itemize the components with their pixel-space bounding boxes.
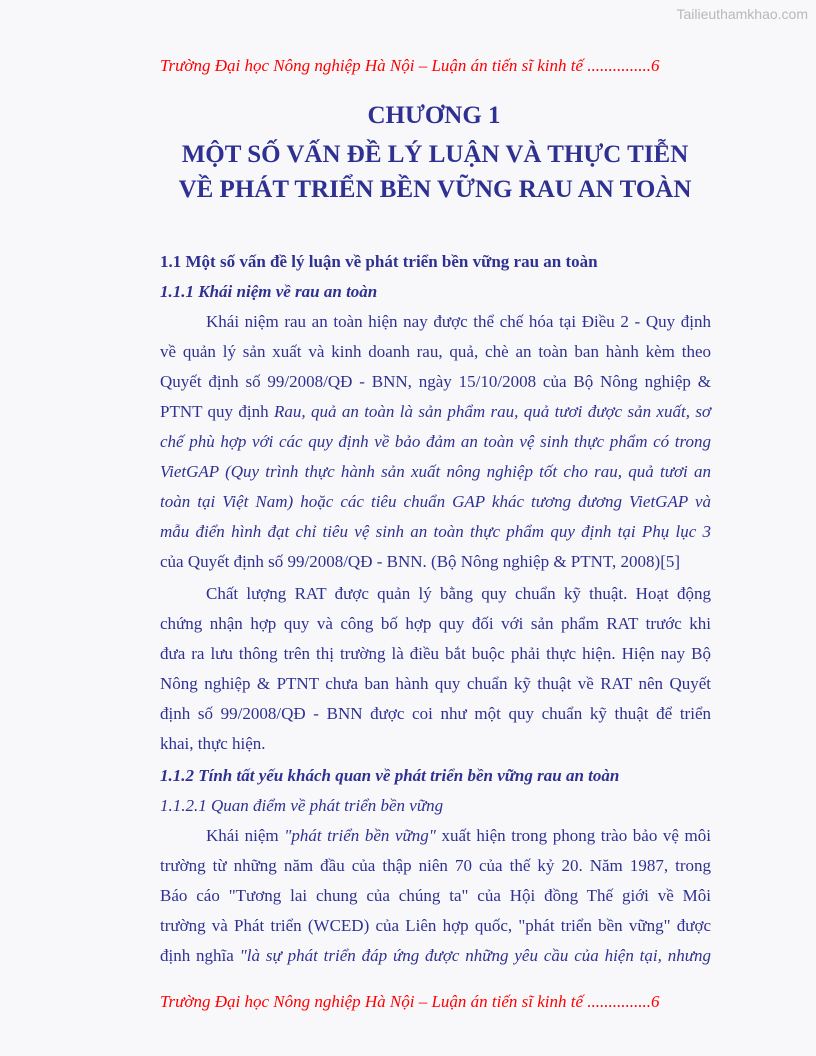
paragraph-line bbox=[160, 703, 711, 725]
paragraph-line bbox=[160, 885, 711, 907]
paragraph-last-line bbox=[160, 733, 711, 755]
text: 1.1.2 Tính tất yếu khách quan về phát triển bền vững rau an toàn bbox=[160, 766, 620, 785]
chapter-title-line2: VỀ PHÁT TRIỂN BỀN VỮNG RAU AN TOÀN bbox=[178, 176, 692, 203]
paragraph-line bbox=[160, 855, 711, 877]
text: Nông nghiệp & PTNT chưa ban hành quy chuẩn kỹ thuật về RAT nên Quyết bbox=[160, 674, 711, 693]
paragraph-last-line bbox=[160, 551, 711, 573]
text: Khái niệm rau an toàn hiện nay được thể chế hóa tại Điều 2 - Quy định bbox=[206, 312, 711, 331]
paragraph-first-line bbox=[206, 583, 711, 605]
subsection-heading bbox=[160, 765, 711, 787]
chapter-number: CHƯƠNG 1 bbox=[367, 102, 501, 129]
paragraph-line bbox=[160, 431, 711, 453]
subsubsection-heading bbox=[160, 795, 711, 817]
paragraph-line bbox=[160, 461, 711, 483]
text: 1.1 Một số vấn đề lý luận về phát triển bền vững rau an toàn bbox=[160, 252, 598, 271]
subsection-heading bbox=[160, 281, 711, 303]
text: trường từ những năm đầu của thập niên 70 của thế kỷ 20. Năm 1987, trong bbox=[160, 856, 711, 875]
italic-text: "là sự phát triển đáp ứng được những yêu cầu của hiện tại, nhưng bbox=[239, 946, 711, 965]
paragraph-line bbox=[160, 673, 711, 695]
paragraph-line bbox=[160, 643, 711, 665]
section-heading bbox=[160, 251, 711, 273]
watermark: Tailieuthamkhao.com bbox=[676, 6, 808, 22]
paragraph-line bbox=[160, 371, 711, 393]
text: trường và Phát triển (WCED) của Liên hợp quốc, "phát triển bền vững" được bbox=[160, 916, 711, 935]
text: Báo cáo "Tương lai chung của chúng ta" của Hội đồng Thế giới về Môi bbox=[160, 886, 711, 905]
text: 1.1.1 Khái niệm về rau an toàn bbox=[160, 282, 378, 301]
italic-text: toàn tại Việt Nam) hoặc các tiêu chuẩn GAP khác tương đương VietGAP và bbox=[160, 492, 711, 511]
paragraph-line bbox=[160, 613, 711, 635]
text: khai, thực hiện. bbox=[160, 734, 266, 753]
paragraph-line bbox=[160, 915, 711, 937]
paragraph-line bbox=[160, 401, 711, 423]
text: về quản lý sản xuất và kinh doanh rau, quả, chè an toàn ban hành kèm theo bbox=[160, 342, 711, 361]
text: xuất hiện trong phong trào bảo vệ môi bbox=[435, 826, 711, 845]
text: Chất lượng RAT được quản lý bằng quy chuẩn kỹ thuật. Hoạt động bbox=[206, 584, 711, 603]
paragraph-line bbox=[160, 491, 711, 513]
text: Quyết định số 99/2008/QĐ - BNN, ngày 15/10/2008 của Bộ Nông nghiệp & bbox=[160, 372, 711, 391]
text: 1.1.2.1 Quan điểm về phát triển bền vững bbox=[160, 796, 444, 815]
text: định số 99/2008/QĐ - BNN được coi như một quy chuẩn kỹ thuật để triển bbox=[160, 704, 711, 723]
chapter-title-line1: MỘT SỐ VẤN ĐỀ LÝ LUẬN VÀ THỰC TIỄN bbox=[181, 141, 689, 168]
text: định nghĩa bbox=[160, 946, 240, 965]
text: Khái niệm bbox=[206, 826, 285, 845]
italic-text: chế phù hợp với các quy định về bảo đảm an toàn vệ sinh thực phẩm có trong bbox=[160, 432, 711, 451]
paragraph-line bbox=[160, 341, 711, 363]
paragraph-line bbox=[160, 521, 711, 543]
text: đưa ra lưu thông trên thị trường là điều bắt buộc phải thực hiện. Hiện nay Bộ bbox=[160, 644, 711, 663]
paragraph-first-line bbox=[206, 311, 711, 333]
page-footer: Trường Đại học Nông nghiệp Hà Nội – Luận án tiến sĩ kinh tế ...............6 bbox=[160, 992, 660, 1011]
italic-text: mẫu điển hình đạt chỉ tiêu vệ sinh an toàn thực phẩm quy định tại Phụ lục 3 bbox=[160, 522, 711, 541]
italic-text: "phát triển bền vững" bbox=[284, 826, 436, 845]
page-header: Trường Đại học Nông nghiệp Hà Nội – Luận án tiến sĩ kinh tế ...............6 bbox=[160, 56, 660, 75]
paragraph-line bbox=[160, 945, 711, 967]
text: chứng nhận hợp quy và công bố hợp quy đối với sản phẩm RAT trước khi bbox=[160, 614, 711, 633]
paragraph-first-line bbox=[206, 825, 711, 847]
italic-text: VietGAP (Quy trình thực hành sản xuất nông nghiệp tốt cho rau, quả tươi an bbox=[160, 462, 711, 481]
text: PTNT quy định bbox=[160, 402, 274, 421]
text: của Quyết định số 99/2008/QĐ - BNN. (Bộ Nông nghiệp & PTNT, 2008)[5] bbox=[160, 552, 681, 571]
italic-text: Rau, quả an toàn là sản phẩm rau, quả tươi được sản xuất, sơ bbox=[274, 402, 712, 421]
